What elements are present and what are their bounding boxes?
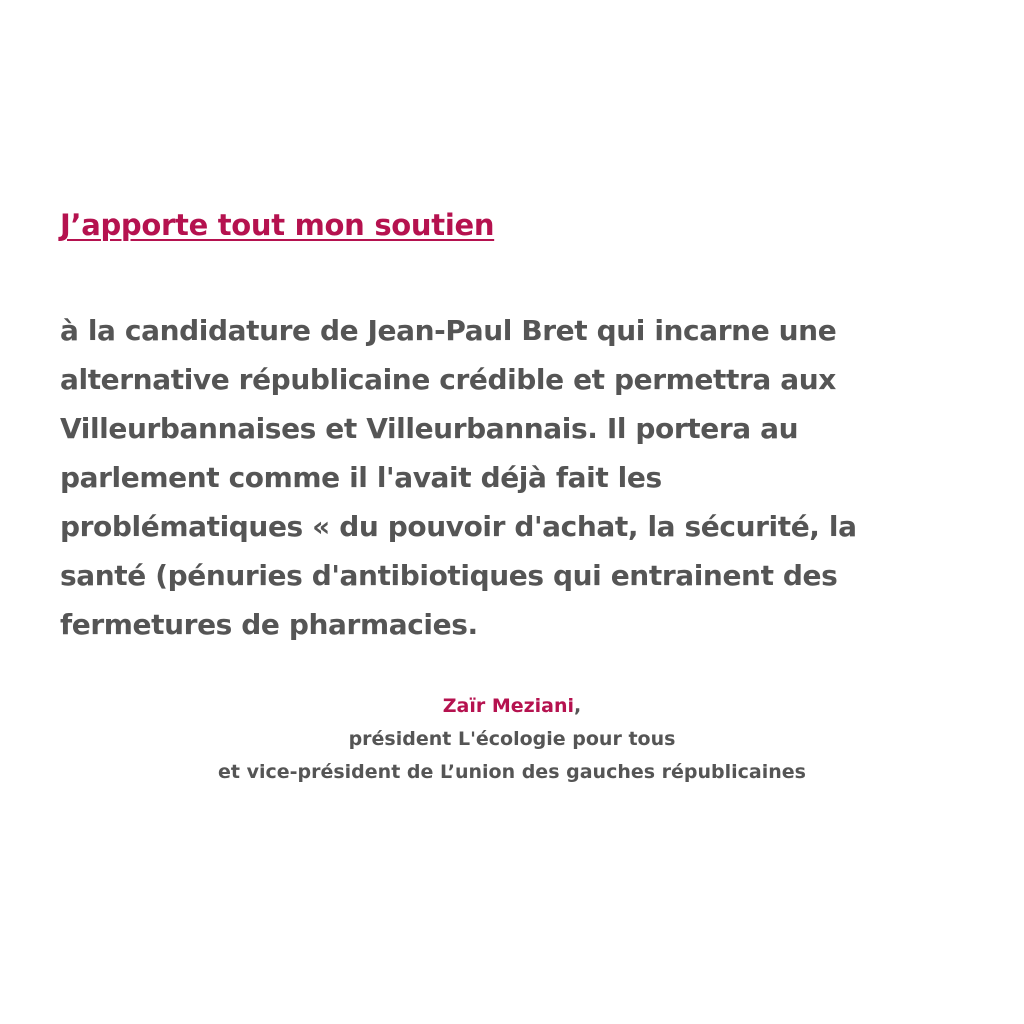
- quote-heading: J’apporte tout mon soutien: [60, 208, 495, 242]
- quote-body-line: parlement comme il l'avait déjà fait les: [60, 461, 662, 494]
- signature-name-comma: ,: [574, 695, 582, 717]
- quote-body-line: fermetures de pharmacies.: [60, 608, 478, 641]
- quote-body-line: santé (pénuries d'antibiotiques qui entrainent des: [60, 559, 838, 592]
- quote-body-line: alternative républicaine crédible et permettra aux: [60, 363, 836, 396]
- quote-body: [60, 306, 857, 649]
- signature-name-line: [0, 690, 1024, 723]
- quote-body-line: à la candidature de Jean-Paul Bret qui incarne une: [60, 314, 837, 347]
- signature-name: Zaïr Meziani: [442, 695, 575, 717]
- quote-body-line: Villeurbannaises et Villeurbannais. Il portera au: [60, 412, 799, 445]
- signature-title-1: président L'écologie pour tous: [348, 728, 676, 750]
- quote-body-line: problématiques « du pouvoir d'achat, la sécurité, la: [60, 510, 857, 543]
- signature-block: [0, 690, 1024, 789]
- signature-title-2: et vice-président de L’union des gauches républicaines: [217, 761, 806, 783]
